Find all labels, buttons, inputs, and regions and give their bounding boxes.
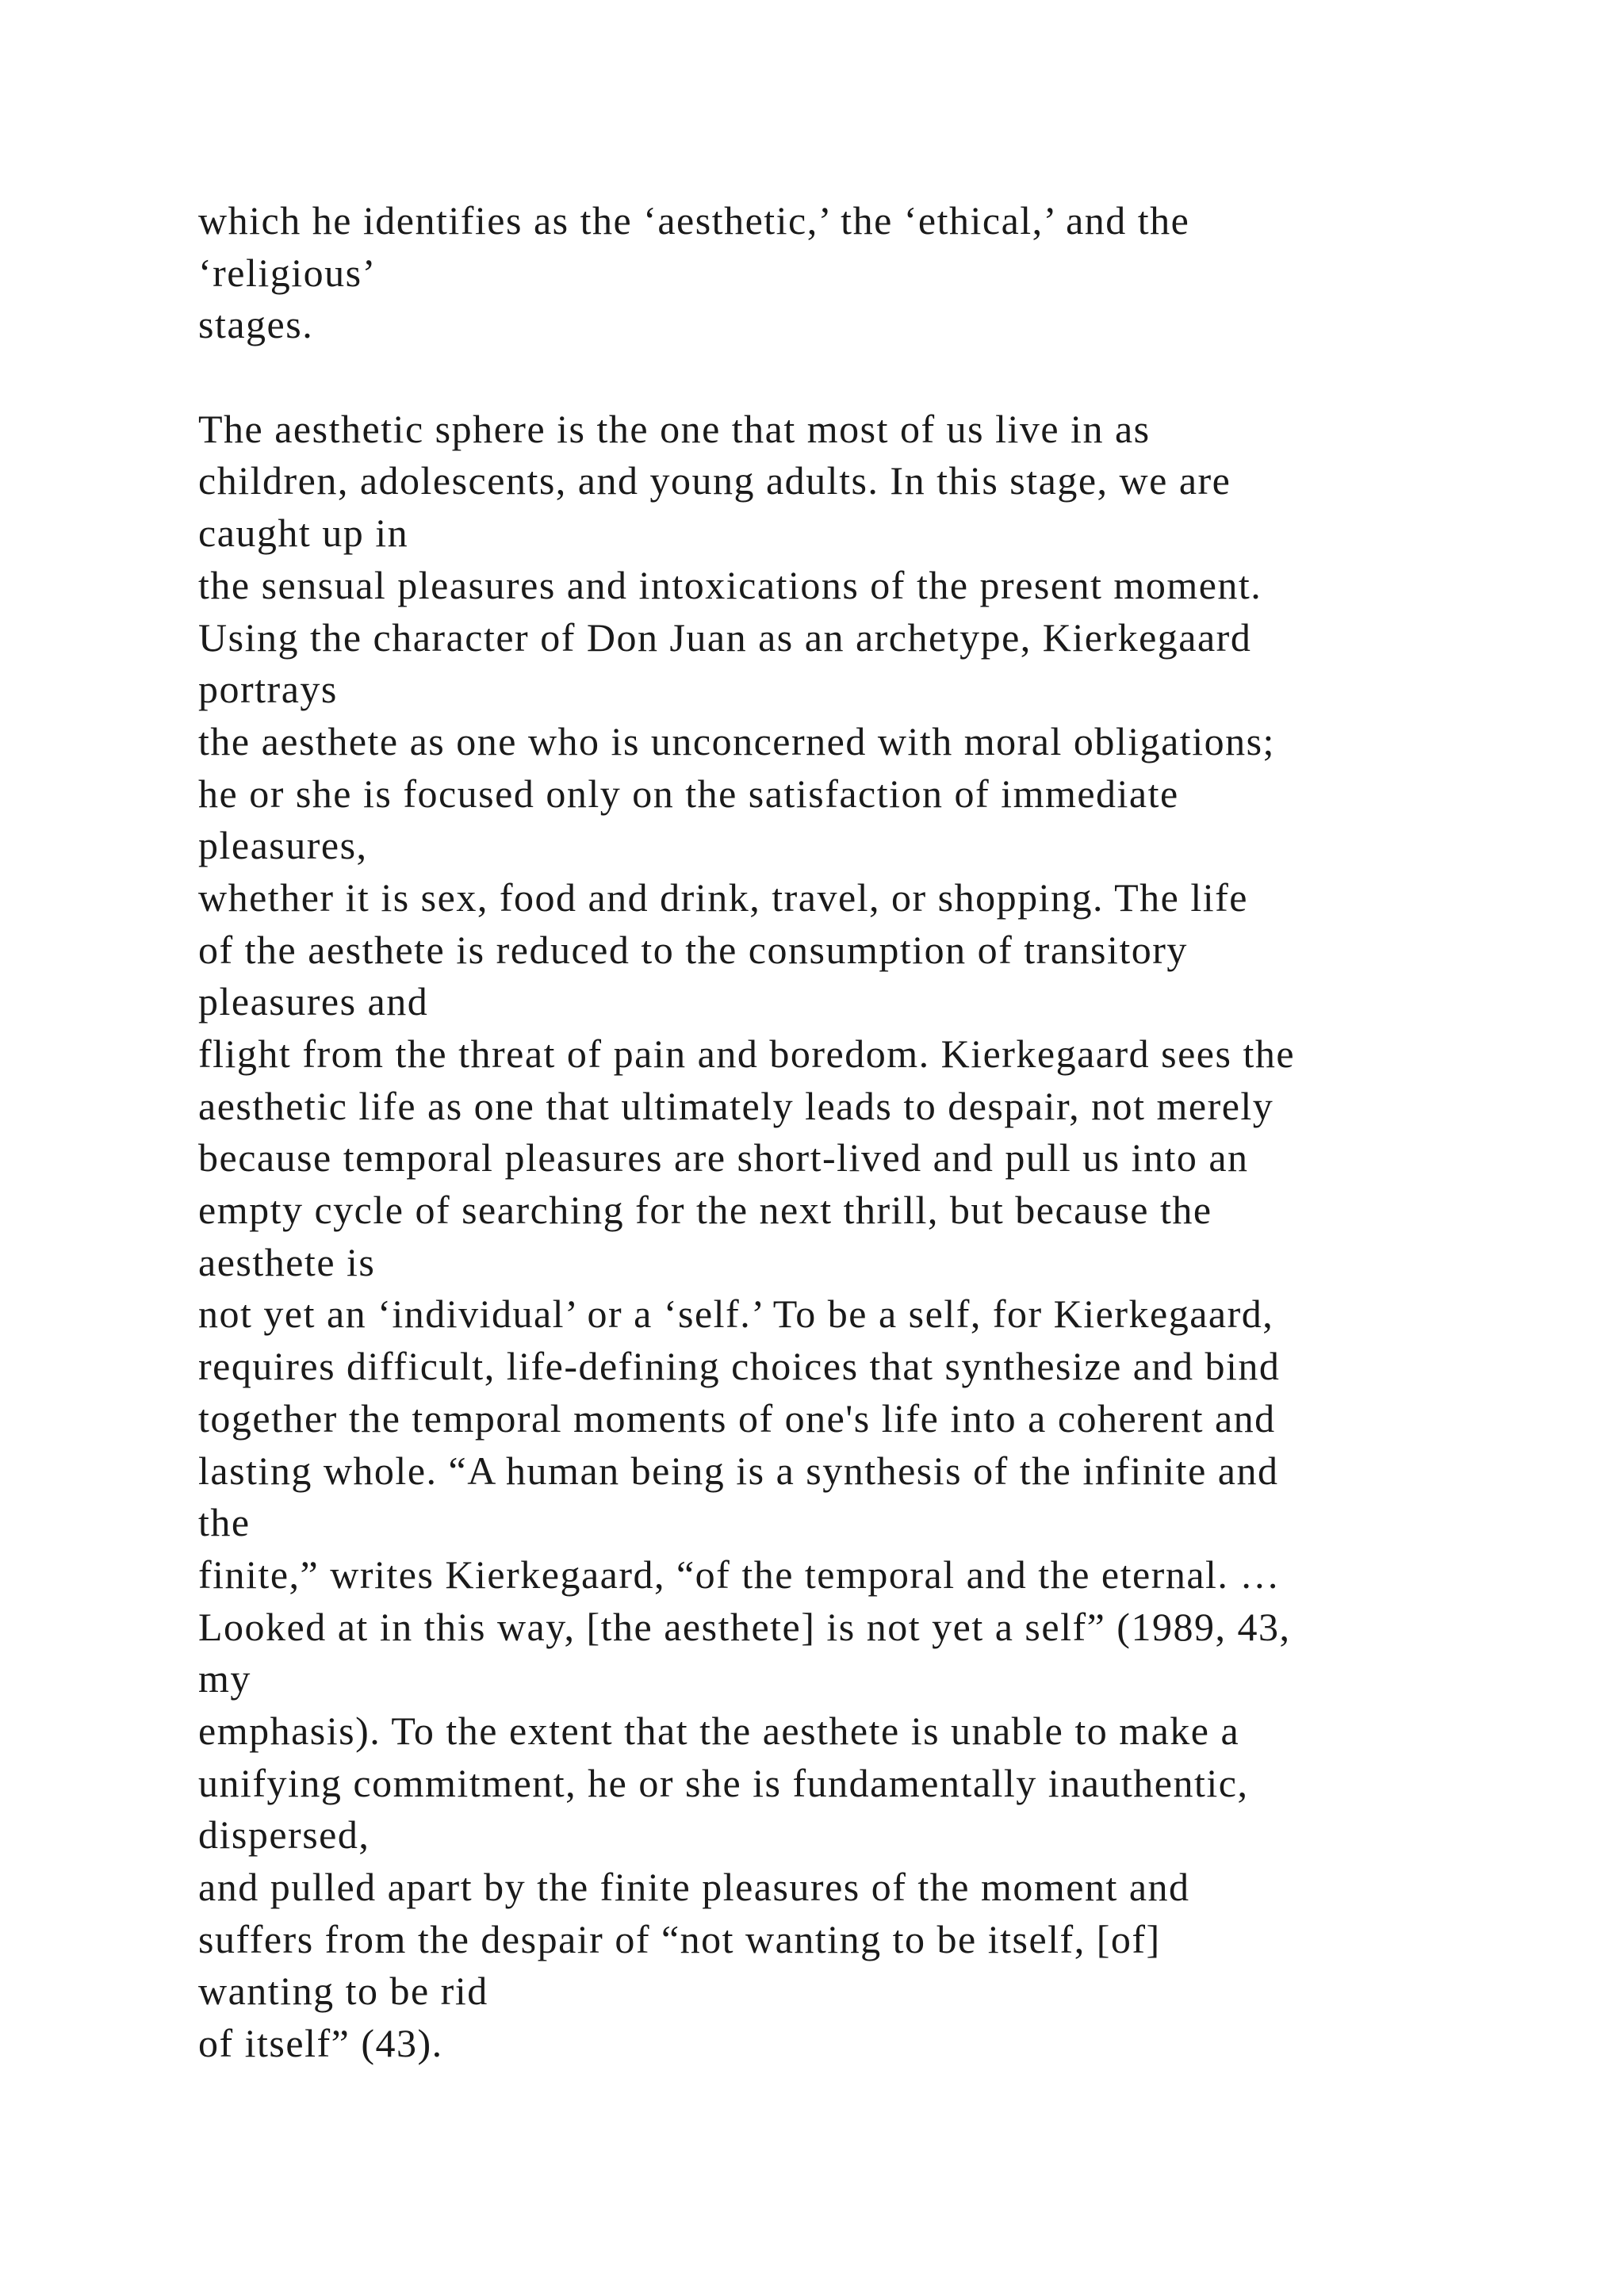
text-line: he or she is focused only on the satisfaction of immediate <box>198 771 1179 816</box>
document-body <box>198 195 1610 2070</box>
paragraph-spacer <box>198 351 1610 404</box>
text-line: unifying commitment, he or she is fundamentally inauthentic, <box>198 1760 1249 1805</box>
text-line: not yet an ‘individual’ or a ‘self.’ To be a self, for Kierkegaard, <box>198 1292 1274 1337</box>
text-line: my <box>198 1656 251 1701</box>
paragraph-1 <box>198 195 1610 351</box>
text-line: together the temporal moments of one's life into a coherent and <box>198 1395 1276 1441</box>
text-line: suffers from the despair of “not wanting to be itself, [of] <box>198 1916 1161 1961</box>
text-line: of itself” (43). <box>198 2021 443 2066</box>
text-line: which he identifies as the ‘aesthetic,’ the ‘ethical,’ and the <box>198 198 1190 243</box>
text-line: requires difficult, life-defining choices that synthesize and bind <box>198 1344 1281 1389</box>
text-line: aesthetic life as one that ultimately leads to despair, not merely <box>198 1083 1274 1128</box>
text-line: finite,” writes Kierkegaard, “of the temporal and the eternal. … <box>198 1552 1281 1597</box>
text-line: the sensual pleasures and intoxications of the present moment. <box>198 562 1262 607</box>
text-line: empty cycle of searching for the next thrill, but because the <box>198 1188 1212 1233</box>
text-line: caught up in <box>198 511 409 556</box>
text-line: pleasures and <box>198 979 429 1024</box>
text-line: wanting to be rid <box>198 1969 488 2014</box>
text-line: portrays <box>198 667 338 712</box>
text-line: because temporal pleasures are short-lived and pull us into an <box>198 1135 1249 1181</box>
paragraph-2 <box>198 404 1610 2070</box>
text-line: Looked at in this way, [the aesthete] is not yet a self” (1989, 43, <box>198 1604 1291 1649</box>
text-line: ‘religious’ <box>198 250 377 295</box>
text-line: dispersed, <box>198 1812 370 1858</box>
text-line: lasting whole. “A human being is a synthesis of the infinite and <box>198 1448 1279 1493</box>
text-line: stages. <box>198 302 314 347</box>
text-line: aesthete is <box>198 1239 376 1284</box>
text-line: Using the character of Don Juan as an archetype, Kierkegaard <box>198 614 1252 660</box>
text-line: pleasures, <box>198 823 368 868</box>
text-line: and pulled apart by the finite pleasures of the moment and <box>198 1865 1190 1909</box>
text-line: The aesthetic sphere is the one that most of us live in as <box>198 406 1151 451</box>
text-line: the <box>198 1500 251 1545</box>
text-line: the aesthete as one who is unconcerned with moral obligations; <box>198 718 1275 763</box>
text-line: flight from the threat of pain and boredom. Kierkegaard sees the <box>198 1031 1296 1076</box>
text-line: emphasis). To the extent that the aesthete is unable to make a <box>198 1708 1240 1753</box>
text-line: whether it is sex, food and drink, travel, or shopping. The life <box>198 874 1248 920</box>
text-line: children, adolescents, and young adults. In this stage, we are <box>198 458 1231 503</box>
text-line: of the aesthete is reduced to the consumption of transitory <box>198 927 1188 972</box>
